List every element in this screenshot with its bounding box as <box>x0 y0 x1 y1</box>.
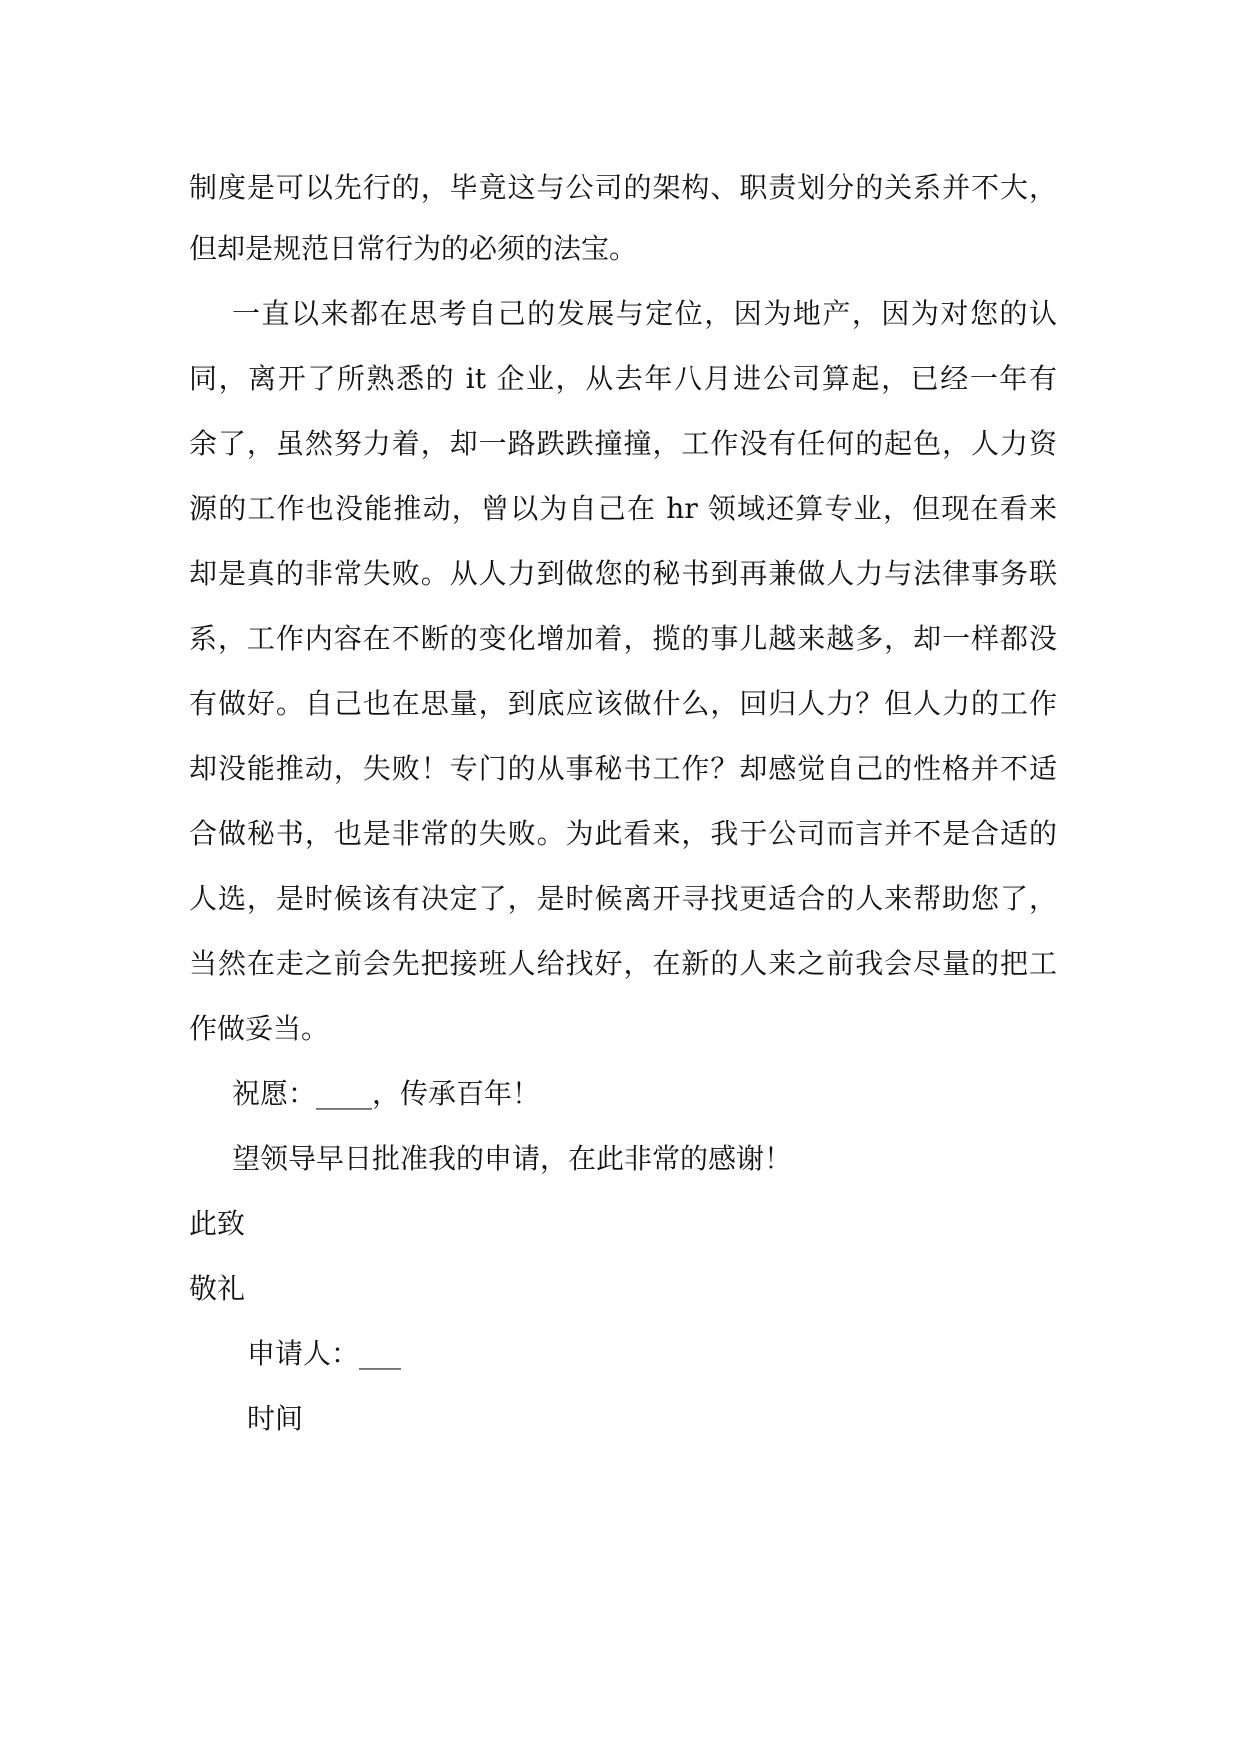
paragraph-1-line-1: 制度是可以先行的，毕竟这与公司的架构、职责划分的关系并不大， <box>189 171 1057 204</box>
wish-line: 祝愿：____，传承百年！ <box>232 1077 541 1110</box>
paragraph-2-line-9: 合做秘书，也是非常的失败。为此看来，我于公司而言并不是合适的 <box>189 817 1057 850</box>
paragraph-2-line-10: 人选，是时候该有决定了，是时候离开寻找更适合的人来帮助您了， <box>189 882 1057 915</box>
paragraph-2-line-7: 有做好。自己也在思量，到底应该做什么，回归人力？但人力的工作 <box>189 687 1057 720</box>
applicant-line: 申请人：___ <box>247 1337 402 1370</box>
paragraph-2-line-1: 一直以来都在思考自己的发展与定位，因为地产，因为对您的认 <box>232 297 1057 330</box>
paragraph-2-line-12: 作做妥当。 <box>189 1012 330 1045</box>
paragraph-2-line-4: 源的工作也没能推动，曾以为自己在 hr 领域还算专业，但现在看来 <box>189 492 1057 525</box>
paragraph-2-line-8: 却没能推动，失败！专门的从事秘书工作？却感觉自己的性格并不适 <box>189 752 1057 785</box>
paragraph-2-line-3: 余了，虽然努力着，却一路跌跌撞撞，工作没有任何的起色，人力资 <box>189 427 1057 460</box>
closing-regards: 敬礼 <box>189 1272 246 1305</box>
time-line: 时间 <box>247 1402 304 1435</box>
request-line: 望领导早日批准我的申请，在此非常的感谢！ <box>232 1142 793 1175</box>
paragraph-2-line-2: 同，离开了所熟悉的 it 企业，从去年八月进公司算起，已经一年有 <box>189 362 1057 395</box>
paragraph-2-line-6: 系，工作内容在不断的变化增加着，揽的事儿越来越多，却一样都没 <box>189 622 1057 655</box>
closing-salutation: 此致 <box>189 1207 246 1240</box>
paragraph-2-line-5: 却是真的非常失败。从人力到做您的秘书到再兼做人力与法律事务联 <box>189 557 1057 590</box>
paragraph-1-line-2: 但却是规范日常行为的必须的法宝。 <box>189 232 638 265</box>
paragraph-2-line-11: 当然在走之前会先把接班人给找好，在新的人来之前我会尽量的把工 <box>189 947 1057 980</box>
